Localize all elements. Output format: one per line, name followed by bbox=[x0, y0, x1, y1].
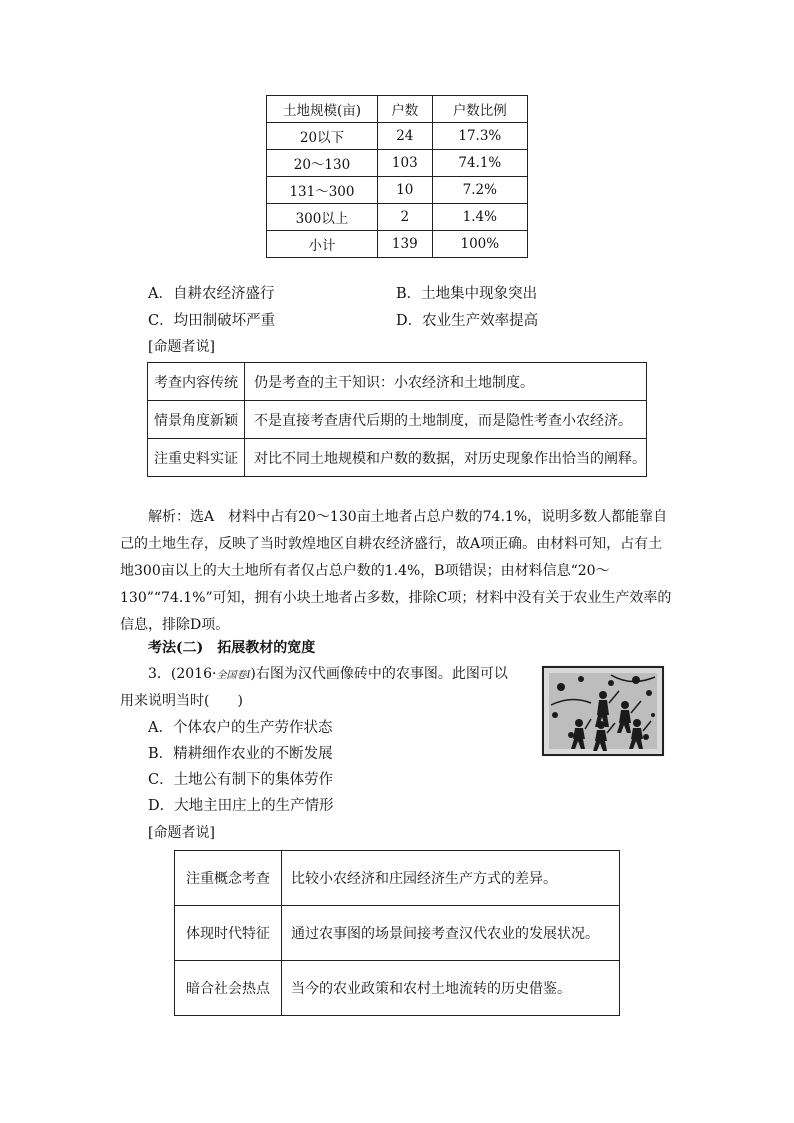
table-row bbox=[267, 123, 528, 150]
option-d: D．农业生产效率提高 bbox=[396, 313, 539, 329]
option-c: C．均田制破坏严重 bbox=[148, 313, 276, 329]
option-c: C．土地公有制下的集体劳作 bbox=[148, 772, 334, 788]
land-scale-table bbox=[266, 95, 528, 258]
question-stem-line2: 用来说明当时( ) bbox=[120, 693, 243, 709]
option-a: A．个体农户的生产劳作状态 bbox=[148, 720, 333, 736]
question-stem bbox=[148, 661, 508, 689]
commentary-value: 通过农事图的场景间接考查汉代农业的发展状况。 bbox=[282, 906, 620, 961]
table-cell: 2 bbox=[377, 204, 432, 231]
stem-prefix: 3．(2016· bbox=[148, 666, 217, 682]
stem-rest: )右图为汉代画像砖中的农事图。此图可以 bbox=[250, 666, 508, 682]
table-row bbox=[148, 439, 647, 477]
table-row bbox=[267, 231, 528, 258]
table-cell: 24 bbox=[377, 123, 432, 150]
header-households: 户数 bbox=[377, 96, 432, 123]
commentary-table bbox=[174, 850, 620, 1016]
commentary-key: 考查内容传统 bbox=[148, 363, 245, 401]
option-a: A．自耕农经济盛行 bbox=[148, 286, 275, 302]
table-cell: 103 bbox=[377, 150, 432, 177]
commentary-value: 不是直接考查唐代后期的土地制度，而是隐性考查小农经济。 bbox=[245, 401, 647, 439]
header-household-ratio: 户数比例 bbox=[432, 96, 527, 123]
commentary-value: 仍是考查的主干知识：小农经济和土地制度。 bbox=[245, 363, 647, 401]
analysis-line: 信息，排除D项。 bbox=[120, 617, 230, 633]
option-d: D．大地主田庄上的生产情形 bbox=[148, 798, 334, 814]
table-row bbox=[148, 401, 647, 439]
analysis-line: 130”“74.1%”可知，拥有小块土地者占多数，排除C项；材料中没有关于农业生产效率的 bbox=[120, 590, 672, 606]
table-cell: 17.3% bbox=[432, 123, 527, 150]
commentary-label: [命题者说] bbox=[148, 825, 215, 841]
commentary-value: 对比不同土地规模和户数的数据，对历史现象作出恰当的阐释。 bbox=[245, 439, 647, 477]
table-cell: 7.2% bbox=[432, 177, 527, 204]
analysis-line: 地300亩以上的大土地所有者仅占总户数的1.4%，B项错误；由材料信息“20～ bbox=[120, 563, 610, 579]
commentary-key: 注重史料实证 bbox=[148, 439, 245, 477]
table-cell: 20～130 bbox=[267, 150, 378, 177]
han-brick-farming-image bbox=[541, 665, 665, 757]
table-cell: 10 bbox=[377, 177, 432, 204]
table-cell: 131～300 bbox=[267, 177, 378, 204]
commentary-value: 当今的农业政策和农村土地流转的历史借鉴。 bbox=[282, 961, 620, 1016]
table-cell: 139 bbox=[377, 231, 432, 258]
analysis-line: 己的土地生存，反映了当时敦煌地区自耕农经济盛行，故A项正确。由材料可知，占有土 bbox=[120, 536, 663, 552]
header-land-scale: 土地规模(亩) bbox=[267, 96, 378, 123]
table-row bbox=[175, 851, 620, 906]
commentary-value: 比较小农经济和庄园经济生产方式的差异。 bbox=[282, 851, 620, 906]
commentary-key: 暗合社会热点 bbox=[175, 961, 282, 1016]
commentary-label: [命题者说] bbox=[148, 339, 215, 355]
table-cell: 20以下 bbox=[267, 123, 378, 150]
table-header-row bbox=[267, 96, 528, 123]
commentary-key: 注重概念考查 bbox=[175, 851, 282, 906]
commentary-key: 体现时代特征 bbox=[175, 906, 282, 961]
table-row bbox=[175, 961, 620, 1016]
table-row bbox=[148, 363, 647, 401]
table-cell: 1.4% bbox=[432, 204, 527, 231]
commentary-key: 情景角度新颖 bbox=[148, 401, 245, 439]
table-row bbox=[267, 150, 528, 177]
option-b: B．土地集中现象突出 bbox=[396, 286, 538, 302]
table-cell: 74.1% bbox=[432, 150, 527, 177]
table-cell: 300以上 bbox=[267, 204, 378, 231]
table-row bbox=[267, 204, 528, 231]
table-row bbox=[267, 177, 528, 204]
analysis-line: 解析：选A 材料中占有20～130亩土地者占总户数的74.1%，说明多数人都能靠自 bbox=[148, 509, 668, 525]
table-row bbox=[175, 906, 620, 961]
table-cell: 100% bbox=[432, 231, 527, 258]
commentary-table bbox=[147, 362, 647, 477]
table-cell: 小计 bbox=[267, 231, 378, 258]
exam-source: 全国卷Ⅰ bbox=[216, 670, 251, 681]
section-title: 考法(二) 拓展教材的宽度 bbox=[148, 640, 316, 656]
option-b: B．精耕细作农业的不断发展 bbox=[148, 746, 333, 762]
